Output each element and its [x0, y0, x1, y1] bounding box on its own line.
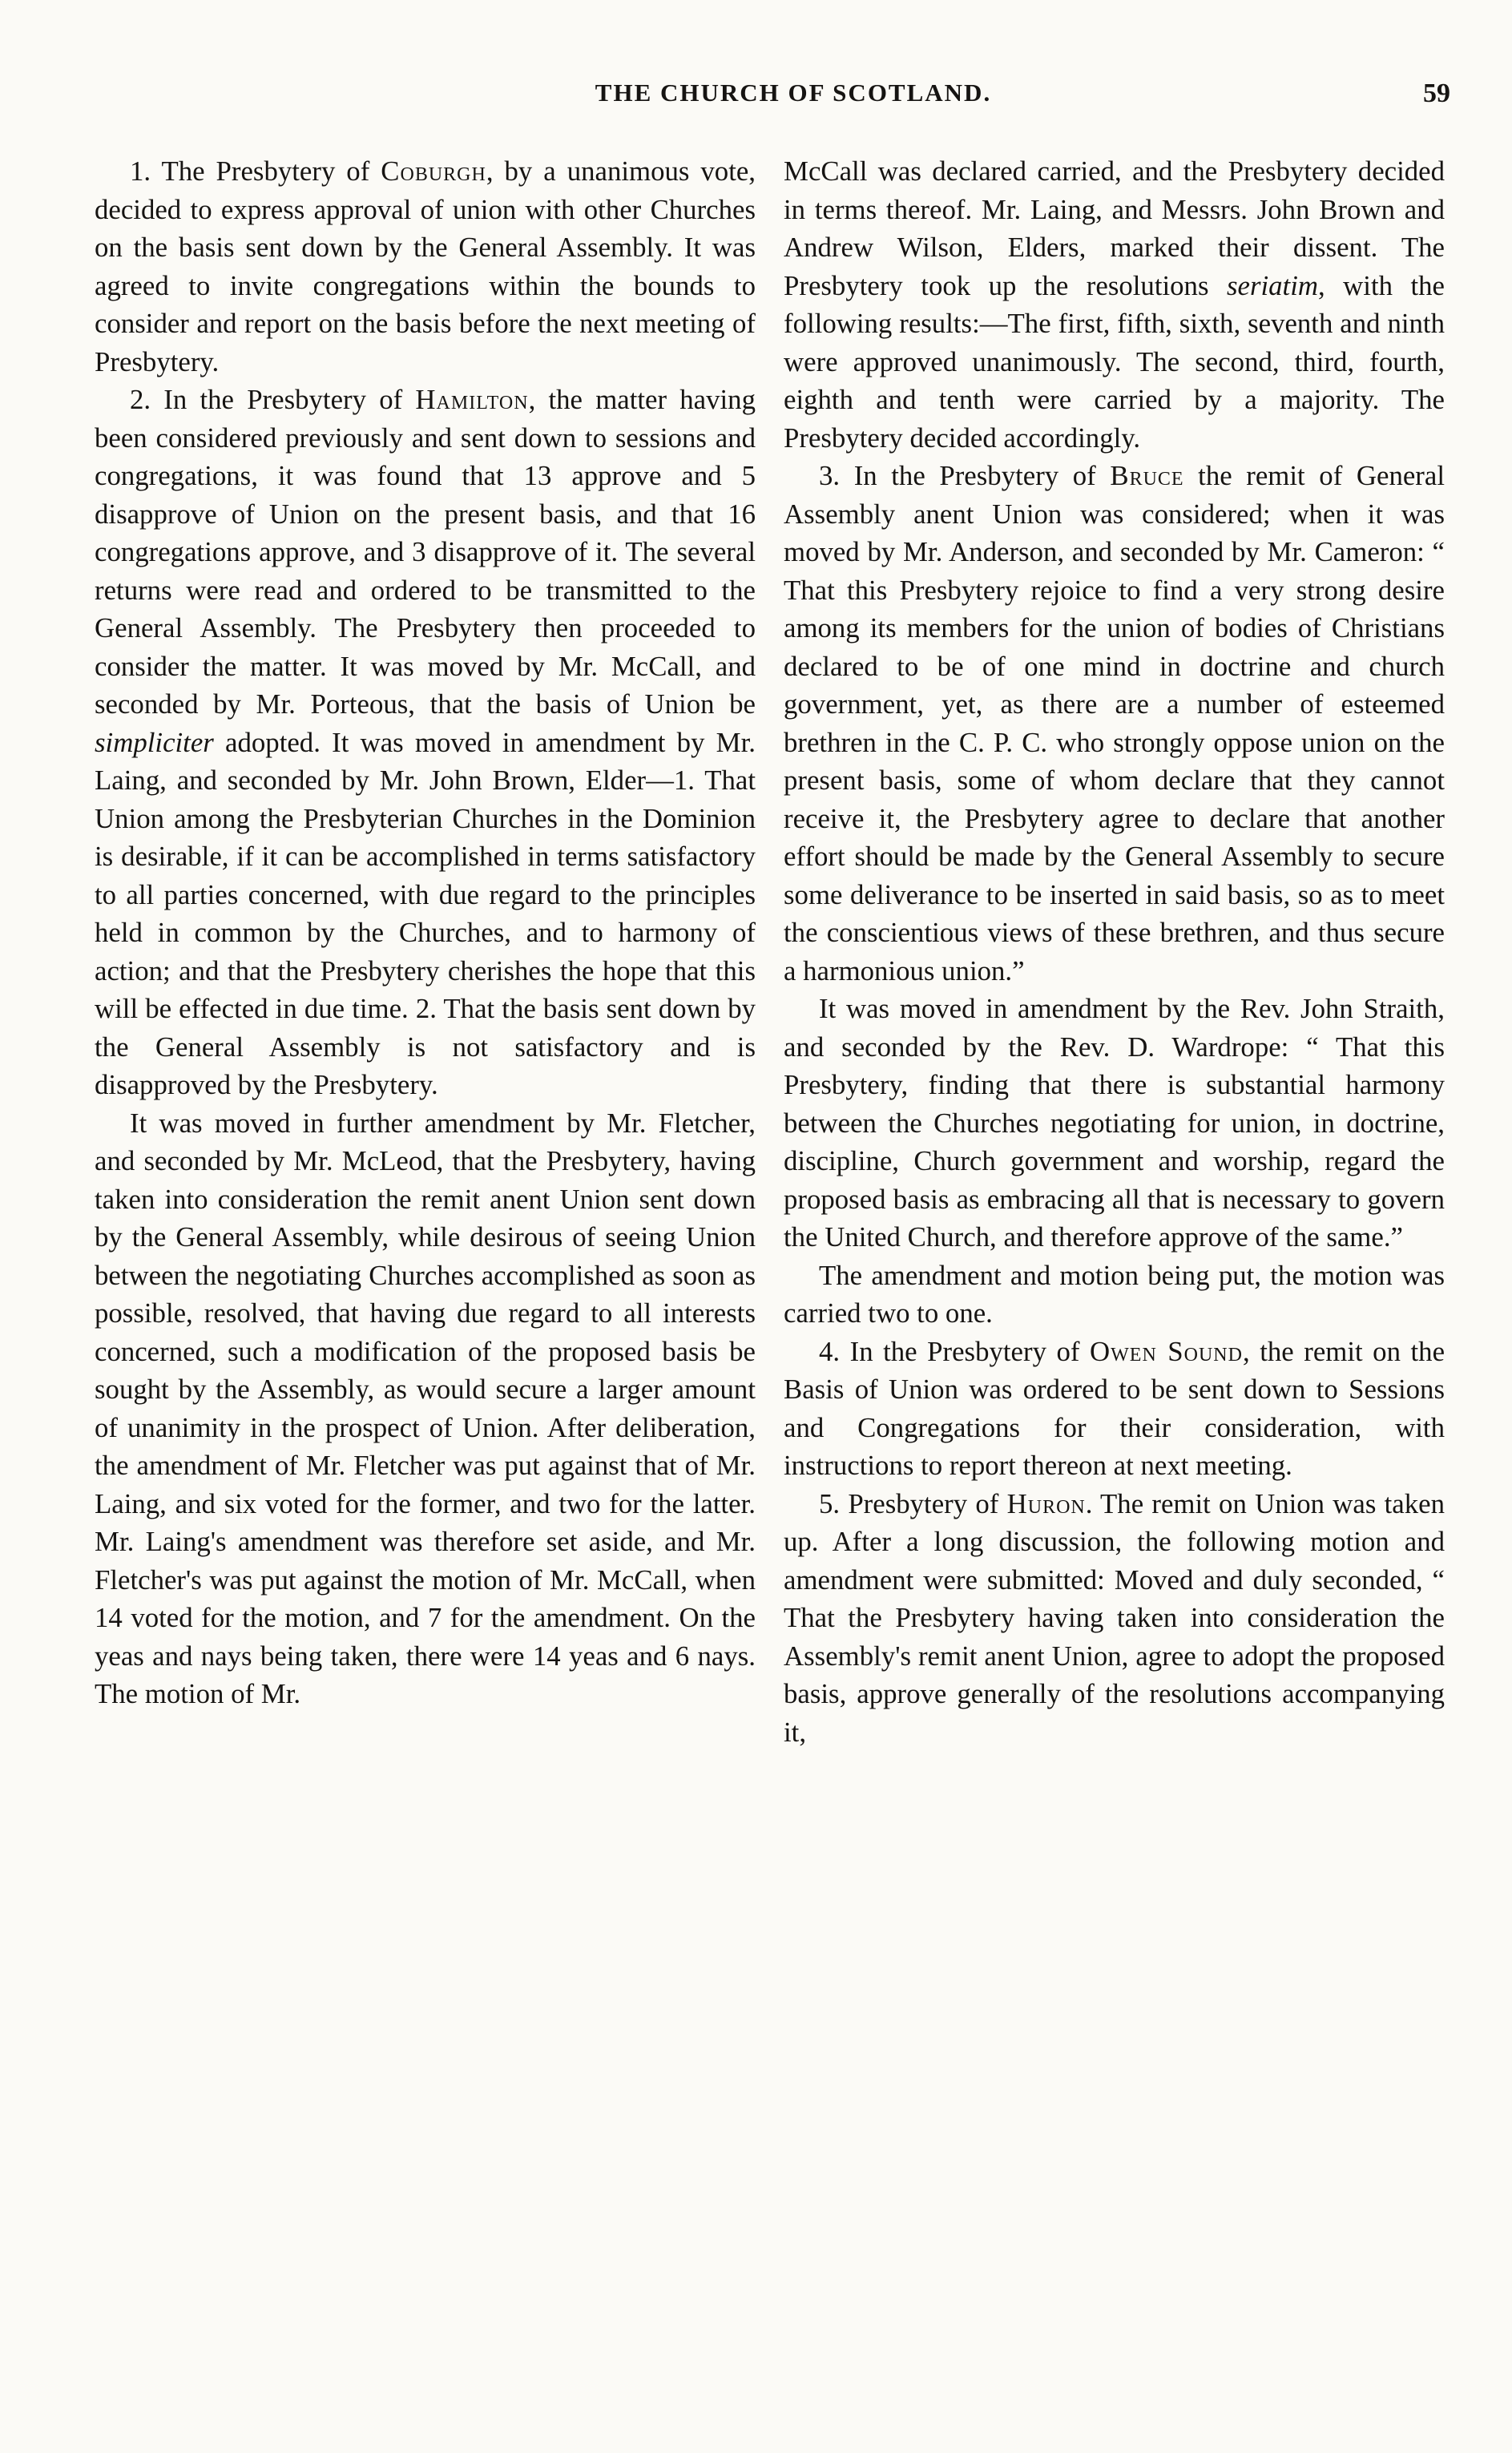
presbytery-name: Owen Sound [1090, 1335, 1243, 1367]
page-header [104, 79, 1450, 120]
paragraph-mccall-carried [784, 152, 1445, 457]
text-run: . The remit on Union was taken up. After a long discussion, the following motion and amendment were submitted: Moved and duly seconded, “ That the Presbytery having taken into consideration the Assembly's remit anent Union, agree to adopt the proposed basis, approve generally of the resolutions accompanying it, [784, 1487, 1445, 1748]
paragraph-straith-amendment: It was moved in amendment by the Rev. John Straith, and seconded by the Rev. D. Wardrope: “ That this Presbytery, finding that there is substantial harmony between the Churches negotiating for union, in doctrine, discipline, Church government and worship, regard the proposed basis as embracing all that is necessary to govern the United Church, and therefore approve of the same.” [784, 993, 1445, 1253]
italic-term: seriatim [1226, 269, 1319, 301]
presbytery-name: Hamilton [415, 384, 529, 415]
text-run: 2. In the Presbytery of [130, 384, 416, 415]
right-column [784, 152, 1445, 1751]
italic-term: simpliciter [95, 726, 214, 758]
text-run: 4. In the Presbytery of [819, 1335, 1090, 1367]
paragraph-motion-carried: The amendment and motion being put, the motion was carried two to one. [784, 1259, 1445, 1329]
presbytery-name: Bruce [1110, 460, 1184, 491]
paragraph-bruce [784, 457, 1445, 990]
paragraph-hamilton [95, 381, 756, 1104]
text-run: adopted. It was moved in amendment by Mr. Laing, and seconded by Mr. John Brown, Elder—1. That Union among the Presbyterian Churches in the Dominion is desirable, if it can be accomplished in terms satisfactory to all parties concerned, with due regard to the principles held in common by the Churches, and to harmony of action; and that the Presbytery cherishes the hope that this will be effected in due time. 2. That the basis sent down by the General Assembly is not satisfactory and is disapproved by the Presbytery. [95, 726, 756, 1100]
text-run: 1. The Presbytery of [130, 155, 381, 187]
paragraph-huron [784, 1485, 1445, 1752]
paragraph-fletcher-amendment: It was moved in further amendment by Mr. Fletcher, and seconded by Mr. McLeod, that the Presbytery, having taken into consideration the remit anent Union sent down by the General Assembly, while desirous of seeing Union between the negotiating Churches accomplished as soon as possible, resolved, that having due regard to all interests concerned, such a modification of the proposed basis be sought by the Assembly, as would secure a larger amount of unanimity in the prospect of Union. After deliberation, the amendment of Mr. Fletcher was put against that of Mr. Laing, and six voted for the former, and two for the latter. Mr. Laing's amendment was therefore set aside, and Mr. Fletcher's was put against the motion of Mr. McCall, when 14 voted for the motion, and 7 for the amendment. On the yeas and nays being taken, there were 14 yeas and 6 nays. The motion of Mr. [95, 1107, 756, 1709]
running-head: THE CHURCH OF SCOTLAND. [595, 79, 992, 107]
presbytery-name: Huron [1006, 1487, 1086, 1519]
text-run: , the remit on the Basis of Union was ordered to be sent down to Sessions and Congregations for their consideration, with instructions to report thereon at next meeting. [784, 1335, 1445, 1481]
paragraph-coburgh [95, 152, 756, 381]
text-run: , the matter having been considered previously and sent down to sessions and congregations, it was found that 13 approve and 5 disapprove of Union on the present basis, and that 16 congregations approve, and 3 disapprove of it. The several returns were read and ordered to be transmitted to the General Assembly. The Presbytery then proceeded to consider the matter. It was moved by Mr. McCall, and seconded by Mr. Porteous, that the basis of Union be [95, 384, 756, 720]
presbytery-name: Coburgh [381, 155, 486, 187]
text-run: the remit of General Assembly anent Union was considered; when it was moved by Mr. Anderson, and seconded by Mr. Cameron: “ That this Presbytery rejoice to find a very strong desire among its members for the union of bodies of Christians declared to be of one mind in doctrine and church government, yet, as there are a number of esteemed brethren in the C. P. C. who strongly oppose union on the present basis, some of whom declare that they cannot receive it, the Presbytery agree to declare that another effort should be made by the General Assembly to secure some deliverance to be inserted in said basis, so as to meet the conscientious views of these brethren, and thus secure a harmonious union.” [784, 460, 1445, 986]
text-run: , with the following results:—The first, fifth, sixth, seventh and ninth were approved unanimously. The second, third, fourth, eighth and tenth were carried by a majority. The Presbytery decided accordingly. [784, 269, 1445, 454]
text-run: 3. In the Presbytery of [819, 460, 1111, 491]
paragraph-owen-sound [784, 1333, 1445, 1485]
text-run: 5. Presbytery of [819, 1487, 1007, 1519]
text-run: McCall was declared carried, and the Presbytery decided in terms thereof. Mr. Laing, and Messrs. John Brown and Andrew Wilson, Elders, marked their dissent. The Presbytery took up the resolutions [784, 155, 1445, 301]
left-column [95, 152, 756, 1713]
text-run: , by a unanimous vote, decided to express approval of union with other Churches on the basis sent down by the General Assembly. It was agreed to invite congregations within the bounds to consider and report on the basis before the next meeting of Presbytery. [95, 155, 756, 377]
page-number: 59 [1423, 79, 1450, 108]
